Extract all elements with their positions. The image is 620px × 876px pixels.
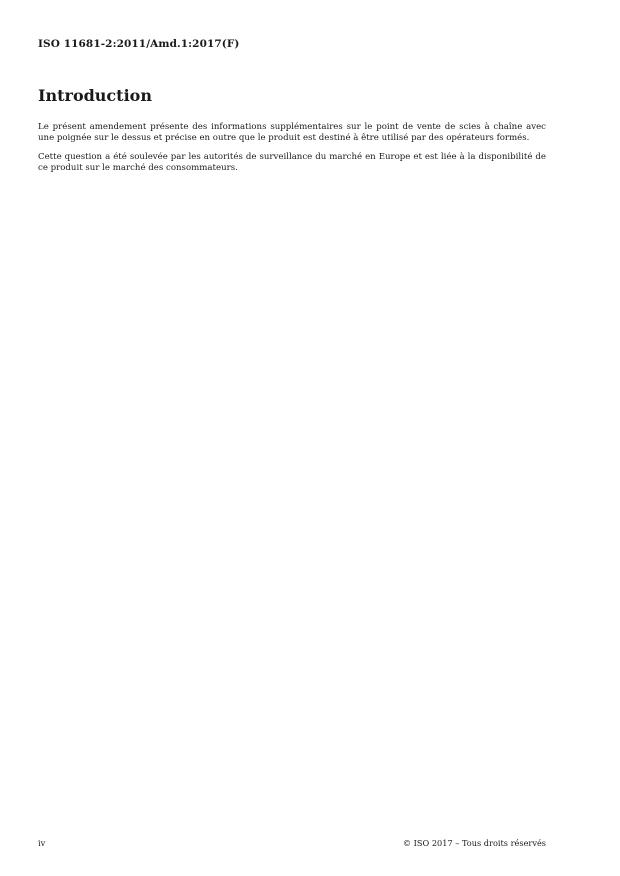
page-number: iv: [38, 838, 46, 848]
section-body: [38, 122, 546, 182]
copyright-notice: © ISO 2017 – Tous droits réservés: [402, 838, 546, 848]
paragraph: Le présent amendement présente des informations supplémentaires sur le point de vente de scies à chaîne avec une poignée sur le dessus et précise en outre que le produit est destiné à être utilisé par des opérateurs formés.: [38, 122, 546, 143]
paragraph: Cette question a été soulevée par les autorités de surveillance du marché en Europe et est liée à la disponibilité de ce produit sur le marché des consommateurs.: [38, 152, 546, 173]
section-title: Introduction: [38, 86, 152, 105]
document-identifier: ISO 11681-2:2011/Amd.1:2017(F): [38, 38, 240, 50]
